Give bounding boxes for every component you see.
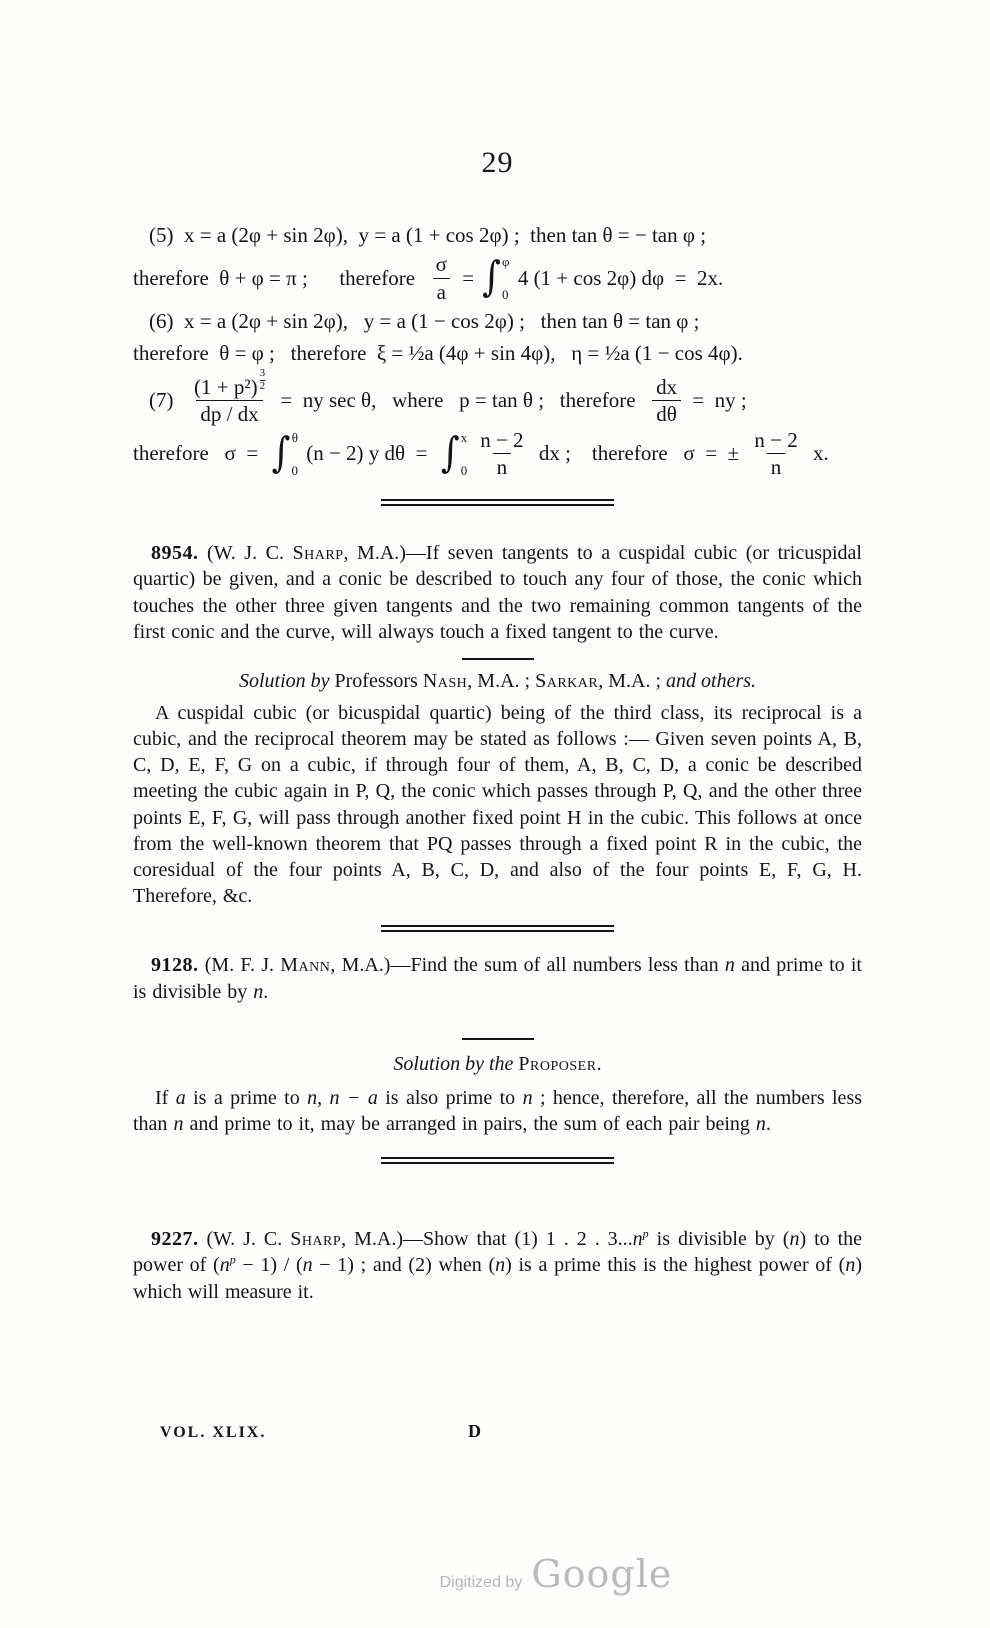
solution-heading-9128 (133, 1053, 862, 1076)
page-number: 29 (481, 146, 514, 179)
math-text: (7) (149, 387, 184, 412)
fraction-denominator: a (433, 278, 450, 304)
fraction-denominator: n (767, 453, 786, 479)
equation-5-line-1: (5) x = a (2φ + sin 2φ), y = a (1 + cos 2φ) ; then tan θ = − tan φ ; (149, 223, 707, 247)
math-text: = ny ; (687, 387, 747, 412)
problem-text: ) to the power of ( (133, 1228, 863, 1277)
math-text: (1 + p²) (194, 374, 258, 399)
solution-text: is a prime to (185, 1086, 308, 1109)
google-logo: Google (531, 1552, 673, 1596)
solution-text: is also prime to (377, 1086, 523, 1109)
author-name: Sharp (290, 1228, 342, 1251)
problem-statement-9227 (133, 1226, 862, 1305)
math-var: n (173, 1112, 184, 1135)
problem-text: (W. J. C. (198, 1228, 291, 1251)
exponent-fraction (260, 368, 266, 392)
watermark (440, 1552, 673, 1596)
integral-lower-bound: 0 (460, 462, 468, 478)
integral-bounds (461, 431, 468, 477)
math-text: = (456, 265, 480, 290)
exponent-numerator: 3 (259, 366, 266, 379)
equation-7-line-1 (133, 366, 862, 426)
problem-text: − 1) ; and (2) when ( (312, 1254, 496, 1277)
math-text: x. (807, 441, 829, 466)
math-superscript: p (642, 1226, 649, 1241)
integral (272, 431, 298, 477)
fraction (652, 375, 681, 426)
integral-lower-bound: 0 (291, 462, 298, 478)
problem-text: . (263, 980, 269, 1003)
problem-number: 8954. (151, 542, 199, 565)
problem-text: − 1) / ( (235, 1254, 303, 1277)
math-text: 4 (1 + cos 2φ) dφ = 2x. (512, 265, 724, 290)
author-name: Mann (280, 954, 331, 977)
math-var: n (253, 980, 264, 1003)
integral (482, 255, 509, 301)
math-text: dx ; therefore σ = ± (533, 441, 745, 466)
solution-text: If (155, 1086, 176, 1109)
problem-text: , M.A.)—Find the sum of all numbers less than (330, 954, 725, 977)
equation-5-line-2 (133, 252, 862, 303)
integral-sign-icon: ∫ (482, 253, 502, 302)
fraction-denominator: dp / dx (196, 400, 262, 426)
fraction-denominator: dθ (652, 400, 681, 426)
math-var: n (307, 1086, 318, 1109)
problem-text: ) is a prime this is the highest power of ( (505, 1254, 846, 1277)
heading-text: . (596, 1052, 602, 1075)
double-rule-divider (381, 925, 614, 932)
math-text: (n − 2) y dθ = (300, 441, 438, 466)
math-var: a (175, 1086, 186, 1109)
math-var: n (789, 1228, 800, 1251)
math-var: n (632, 1228, 643, 1251)
fraction (190, 366, 269, 426)
integral-upper-bound: θ (291, 429, 298, 445)
math-var: n (755, 1112, 766, 1135)
integral-sign-icon: ∫ (271, 429, 291, 477)
solver-name: Nash (422, 669, 468, 692)
problem-number: 9227. (151, 1228, 199, 1251)
math-var: n (219, 1254, 230, 1277)
double-rule-divider (381, 499, 614, 506)
equation-7-line-2 (133, 428, 862, 479)
solution-text: , (317, 1086, 330, 1109)
double-rule-divider (381, 1157, 614, 1164)
fraction (750, 428, 801, 479)
problem-text: , M.A.)—Show that (1) 1 . 2 . 3... (341, 1228, 633, 1251)
math-var: n (522, 1086, 533, 1109)
fraction-numerator: dx (656, 374, 678, 399)
math-text: = ny sec θ, where p = tan θ ; therefore (275, 387, 647, 412)
fraction-numerator (190, 366, 269, 400)
fraction-numerator: σ (435, 252, 447, 277)
short-rule-divider (462, 1038, 534, 1040)
solution-body-9128 (133, 1085, 862, 1137)
problem-text: ) which will measure it. (133, 1254, 862, 1303)
problem-statement-8954 (133, 540, 862, 645)
problem-text: and prime to it is divisible by (133, 954, 862, 1003)
integral-bounds (502, 255, 510, 301)
fraction-denominator: n (493, 453, 512, 479)
solution-text: and prime to it, may be arranged in pairs, the sum of each pair being (183, 1112, 756, 1135)
problem-statement-9128 (133, 952, 862, 1004)
solution-by-label: Solution by (238, 669, 335, 692)
heading-text: , M.A. ; (467, 669, 536, 692)
problem-text: , M.A.)—If seven tangents to a cuspidal cubic (or tricuspidal quartic) be given, and a conic be described to touch any four of those, the conic which touches the other three given tangents and the two remaining common tangents of the first conic and the curve, will always touch a fixed tangent to the curve. (133, 542, 862, 643)
exponent-denominator: 2 (259, 379, 266, 392)
solver-name: Sarkar (535, 669, 599, 692)
solution-text: . (765, 1112, 771, 1135)
math-var: n (845, 1254, 856, 1277)
problem-number: 9128. (151, 954, 199, 977)
problem-text: (W. J. C. (198, 542, 293, 565)
integral (441, 431, 467, 477)
heading-text: Professors (334, 669, 423, 692)
fraction (476, 428, 527, 479)
solver-name: Proposer (518, 1052, 597, 1075)
integral-upper-bound: φ (502, 254, 510, 270)
math-var: n (724, 954, 735, 977)
integral-upper-bound: x (460, 429, 468, 445)
problem-text: (M. F. J. (198, 954, 281, 977)
fraction-numerator: n − 2 (754, 427, 798, 452)
volume-label: VOL. XLIX. (160, 1424, 267, 1441)
author-name: Sharp (292, 542, 344, 565)
integral-lower-bound: 0 (502, 287, 509, 303)
equation-6-line-2: therefore θ = φ ; therefore ξ = ½a (4φ + sin 4φ), η = ½a (1 − cos 4φ). (133, 341, 743, 366)
math-superscript: p (229, 1252, 236, 1267)
math-var: n − a (329, 1086, 378, 1109)
fraction-numerator: n − 2 (480, 427, 524, 452)
solution-text: ; hence, therefore, all the numbers less than (133, 1086, 863, 1135)
short-rule-divider (462, 658, 534, 660)
equation-6-line-1: (6) x = a (2φ + sin 2φ), y = a (1 − cos 2φ) ; then tan θ = tan φ ; (149, 308, 700, 333)
math-var: n (302, 1254, 313, 1277)
problem-text: is divisible by ( (648, 1228, 790, 1251)
math-text: therefore θ + φ = π ; therefore (133, 265, 426, 290)
heading-text: , M.A. ; (598, 669, 667, 692)
solution-by-label: Solution by the (393, 1052, 519, 1075)
fraction (432, 252, 451, 303)
math-var: n (495, 1254, 506, 1277)
math-text: therefore σ = (133, 441, 269, 466)
digitized-by-label: Digitized by (439, 1574, 523, 1591)
integral-bounds (291, 431, 298, 477)
integral-sign-icon: ∫ (440, 429, 460, 477)
signature-mark: D (468, 1421, 481, 1441)
solution-body-8954: A cuspidal cubic (or bicuspidal quartic) being of the third class, its reciprocal is a cubic, and the reciprocal theorem may be stated as follows :— Given seven points A, B, C, D, E, F, G on a cubic, if through four of them, A, B, C, D, a conic be described meeting the cubic again in P, Q, the conic which passes through P, Q, and the other three points E, F, G, will pass through another fixed point H in the cubic. This follows at once from the well-known theorem that PQ passes through a fixed point R in the cubic, the coresidual of the four points A, B, C, D, and also of the four points E, F, G, H. Therefore, &c. (133, 701, 862, 908)
heading-text: and others. (666, 669, 757, 692)
solution-heading-8954 (133, 670, 862, 693)
